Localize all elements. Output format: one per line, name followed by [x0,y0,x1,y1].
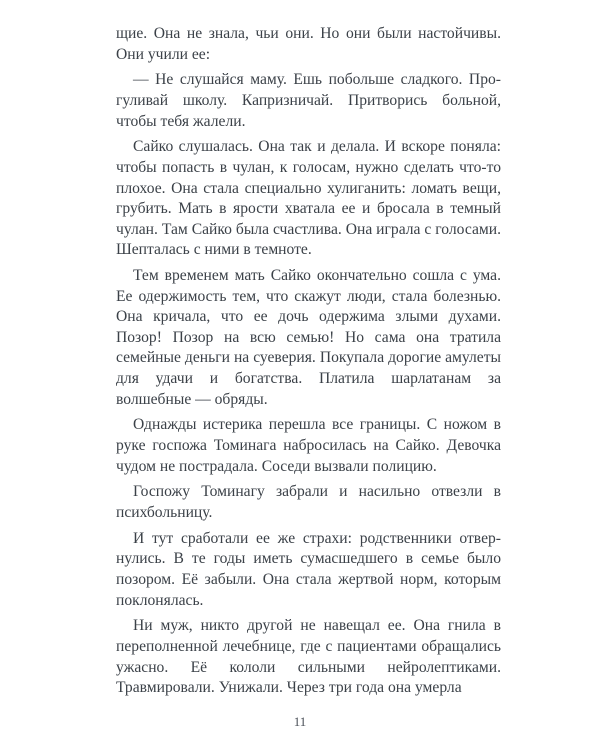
paragraph-6: Госпожу Томинагу забрали и насильно отвезли в психбольницу. [116,483,501,521]
paragraph-2: — Не слушайся маму. Ешь побольше сладкого. Прогуливай школу. Капризничай. Притворись больной, чтобы тебя жалели. [116,71,501,130]
paragraph-4: Тем временем мать Сайко окончательно сошла с ума. Ее одержимость тем, что скажут люди, стала болезнью. Она кричала, что ее дочь одержима злыми духами. Позор! Позор на всю семью! Но сама она тратила семейные деньги на суеверия. Покупала дорогие амулеты для удачи и богатства. Платила шарлатанам за волшебные — обряды. [116,267,501,408]
body-text [116,24,501,704]
paragraph-8: Ни муж, никто другой не навещал ее. Она гнила в переполненной лечебнице, где с пациентами обращались ужасно. Её кололи сильными нейролептиками. Травмировали. Унижали. Через три года она умерла [116,617,501,697]
page-number: 11 [293,714,307,729]
paragraph-3: Сайко слушалась. Она так и делала. И вскоре поняла: чтобы попасть в чулан, к голосам, нужно сделать что-то плохое. Она стала специально хулиганить: ломать вещи, грубить. Мать в ярости хватала ее и бросала в темный чулан. Там Сайко была счастлива. Она играла с голосами. Шепталась с ними в темноте. [116,138,501,259]
paragraph-7: И тут сработали ее же страхи: родственники отвернулись. В те годы иметь сумасшедшего в семье было позором. Её забыли. Она стала жертвой норм, которым поклонялась. [116,529,501,609]
paragraph-1: щие. Она не знала, чьи они. Но они были настойчивы. Они учили ее: [116,25,501,63]
paragraph-5: Однажды истерика перешла все границы. С ножом в руке госпожа Томинага набросилась на Сайко. Девочка чудом не пострадала. Соседи вызвали полицию. [116,416,501,475]
